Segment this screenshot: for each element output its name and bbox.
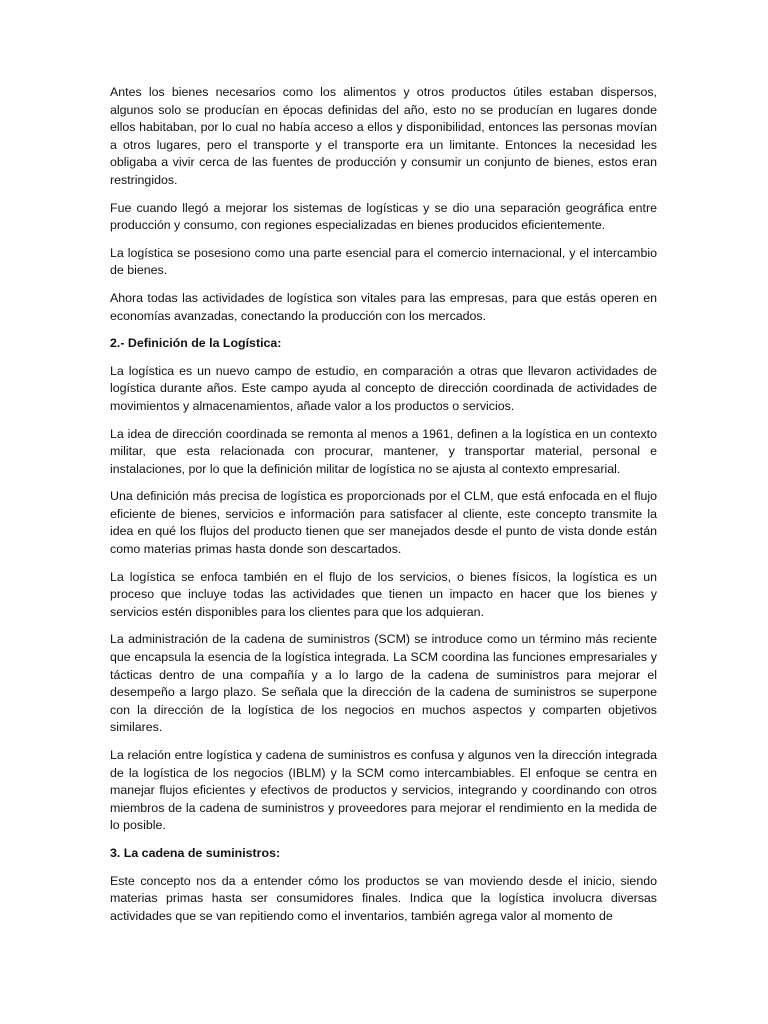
paragraph-supply-chain-concept: Este concepto nos da a entender cómo los productos se van moviendo desde el inicio, siendo materias primas hasta ser consumidores finales. Indica que la logística involucra diversas actividades que se van repitiendo como el inventarios, también agrega valor al momento de [110, 873, 657, 923]
paragraph-international-trade: La logística se posesiono como una parte esencial para el comercio internacional, y el intercambio de bienes. [110, 245, 657, 278]
paragraph-services-flow: La logística se enfoca también en el flujo de los servicios, o bienes físicos, la logística es un proceso que incluye todas las actividades que tienen un impacto en hacer que los bienes y servicios estén disponibles para los clientes para que los adquieran. [110, 569, 657, 619]
paragraph-logistics-vs-scm: La relación entre logística y cadena de suministros es confusa y algunos ven la dirección integrada de la logística de los negocios (IBLM) y la SCM como intercambiables. El enfoque se centra en manejar flujos eficientes y efectivos de productos y servicios, integrando y coordinando con otros miembros de la cadena de suministros y proveedores para mejorar el rendimiento en la medida de lo posible. [110, 748, 657, 833]
document-page [110, 84, 657, 935]
section-heading-definition: 2.- Definición de la Logística: [110, 336, 282, 351]
paragraph-intro: Antes los bienes necesarios como los alimentos y otros productos útiles estaban dispersos, algunos solo se producían en épocas definidas del año, esto no se producían en lugares donde ellos habitaban, por lo cual no había acceso a ellos y disponibilidad, entonces las personas movían a otros lugares, pero el transporte y el transporte era un limitante. Entonces la necesidad les obligaba a vivir cerca de las fuentes de producción y consumir un conjunto de bienes, estos eran restringidos. [110, 85, 657, 187]
section-heading-supply-chain: 3. La cadena de suministros: [110, 845, 281, 860]
paragraph-new-field: La logística es un nuevo campo de estudio, en comparación a otras que llevaron actividades de logística durante años. Este campo ayuda al concepto de dirección coordinada de actividades de movimientos y almacenamientos, añade valor a los productos o servicios. [110, 363, 657, 413]
paragraph-scm: La administración de la cadena de suministros (SCM) se introduce como un término más reciente que encapsula la esencia de la logística integrada. La SCM coordina las funciones empresariales y tácticas dentro de una compañía y a lo largo de la cadena de suministros para mejorar el desempeño a largo plazo. Se señala que la dirección de la cadena de suministros se superpone con la dirección de la logística de los negocios en muchos aspectos y comparten objetivos similares. [110, 632, 657, 735]
paragraph-military-context: La idea de dirección coordinada se remonta al menos a 1961, definen a la logística en un contexto militar, que esta relacionada con procurar, mantener, y transportar material, personal e instalaciones, por lo que la definición militar de logística no se ajusta al contexto empresarial. [110, 426, 657, 476]
paragraph-vital-activities: Ahora todas las actividades de logística son vitales para las empresas, para que estás operen en economías avanzadas, conectando la producción con los mercados. [110, 290, 657, 323]
paragraph-clm-definition: Una definición más precisa de logística es proporcionads por el CLM, que está enfocada en el flujo eficiente de bienes, servicios e información para satisfacer al cliente, este concepto transmite la idea en qué los flujos del producto tienen que ser manejados desde el punto de vista donde están como materias primas hasta donde son descartados. [110, 489, 657, 557]
paragraph-geographic-separation: Fue cuando llegó a mejorar los sistemas de logísticas y se dio una separación geográfica entre producción y consumo, con regiones especializadas en bienes producidos eficientemente. [110, 200, 657, 233]
